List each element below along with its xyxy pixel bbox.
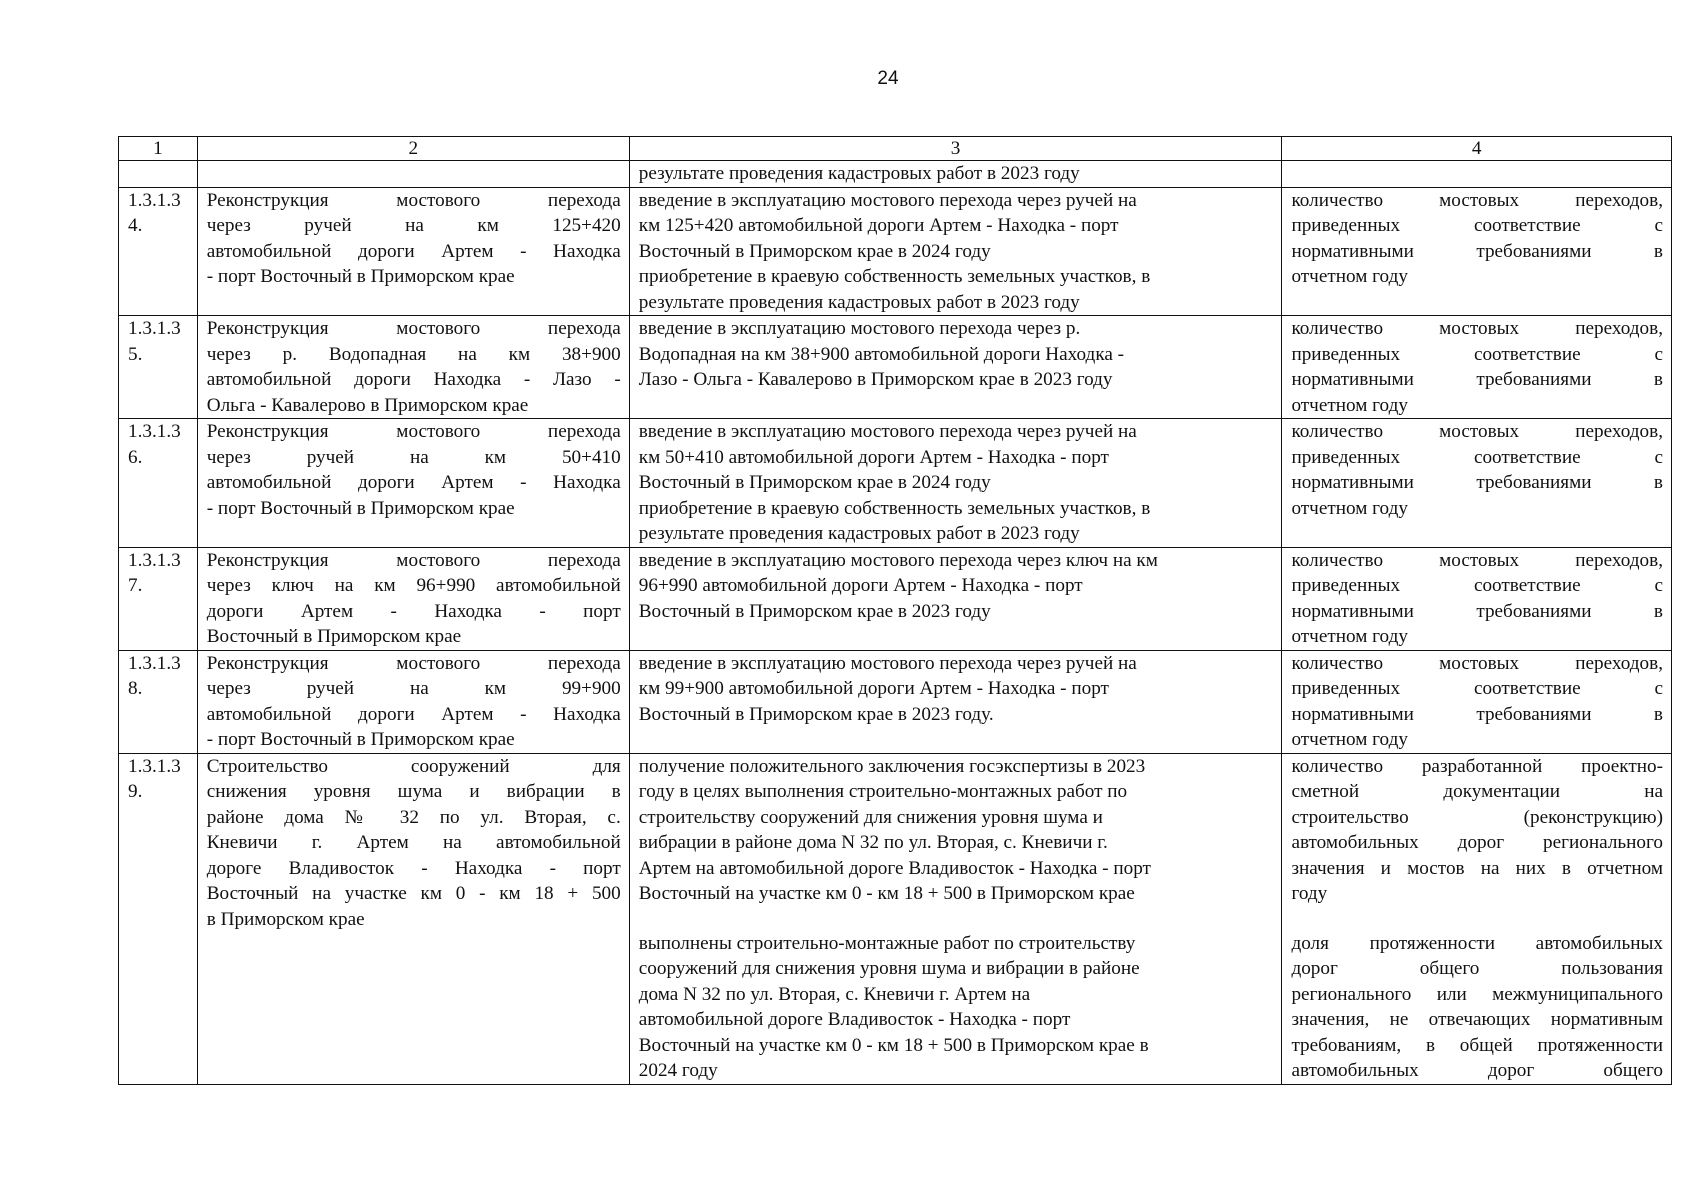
cell-name (197, 187, 629, 316)
text-line: Реконструкция мостового перехода (206, 189, 621, 211)
text-line: году (1291, 883, 1328, 904)
text-line: Реконструкция мостового перехода (206, 652, 621, 674)
text-line: автомобильных дорог регионального (1291, 832, 1663, 853)
text-line: - порт Восточный в Приморском крае (206, 266, 515, 287)
text-line: значения, не отвечающих нормативным (1291, 1009, 1663, 1030)
text-line: Восточный в Приморском крае в 2023 году (638, 600, 991, 622)
text-line: 1.3.1.3 (128, 421, 181, 442)
cell-indicator (1282, 753, 1672, 1084)
cell-indicator (1282, 547, 1672, 650)
cell-result (629, 187, 1282, 316)
text-line: количество разработанной проектно- (1291, 755, 1663, 777)
column-header-2: 2 (197, 137, 629, 161)
text-line: приобретение в краевую собственность земельных участков, в (638, 497, 1151, 519)
text-line: сооружений для снижения уровня шума и вибрации в районе (638, 958, 1140, 979)
table-row (119, 187, 1672, 316)
text-line: автомобильной дороги Артем - Находка (206, 703, 621, 725)
text-line: введение в эксплуатацию мостового перехода через р. (638, 318, 1081, 339)
text-line: 1.3.1.3 (128, 755, 181, 777)
column-header-1: 1 (119, 137, 198, 161)
text-line: нормативными требованиями в (1291, 703, 1663, 725)
text-line: введение в эксплуатацию мостового перехода через ключ на км (638, 549, 1158, 571)
text-line: отчетном году (1291, 497, 1408, 519)
text-line: строительству сооружений для снижения уровня шума и (638, 806, 1103, 828)
cell-result (629, 316, 1282, 419)
text-line: км 50+410 автомобильной дороги Артем - Находка - порт (638, 446, 1109, 468)
text-line: Лазо - Ольга - Кавалерово в Приморском крае в 2023 году (638, 369, 1113, 390)
text-line: приведенных соответствие с (1291, 343, 1663, 365)
text-line: 4. (128, 215, 143, 236)
table-body (119, 161, 1672, 1085)
cell-num (119, 753, 198, 1084)
text-line: 8. (128, 678, 143, 699)
text-line: Восточный на участке км 0 - км 18 + 500 в Приморском крае в (638, 1034, 1149, 1056)
text-line: введение в эксплуатацию мостового перехода через ручей на (638, 421, 1137, 442)
text-line: в Приморском крае (206, 908, 365, 930)
text-line: 6. (128, 446, 143, 468)
column-header-4: 4 (1282, 137, 1672, 161)
cell-num (119, 161, 198, 188)
text-line: Восточный в Приморском крае в 2024 году (638, 240, 991, 262)
text-line: Артем на автомобильной дороге Владивосток - Находка - порт (638, 857, 1151, 879)
text-line: автомобильной дороги Артем - Находка (206, 240, 621, 262)
text-line: отчетном году (1291, 266, 1408, 287)
text-line: результате проведения кадастровых работ в 2023 году (638, 291, 1080, 313)
text-line: строительство (реконструкцию) (1291, 806, 1663, 828)
text-line: результате проведения кадастровых работ в 2023 году (638, 523, 1080, 544)
cell-result (629, 419, 1282, 548)
text-line: количество мостовых переходов, (1291, 421, 1663, 442)
text-line: Реконструкция мостового перехода (206, 421, 621, 442)
text-line: дороге Владивосток - Находка - порт (206, 857, 621, 879)
text-line: через ключ на км 96+990 автомобильной (206, 575, 621, 596)
text-line: 96+990 автомобильной дороги Артем - Находка - порт (638, 575, 1083, 596)
text-line: введение в эксплуатацию мостового перехода через ручей на (638, 189, 1137, 211)
text-line: получение положительного заключения госэкспертизы в 2023 (638, 755, 1146, 777)
text-line: 5. (128, 343, 143, 365)
text-line: приведенных соответствие с (1291, 678, 1663, 699)
text-line: 9. (128, 781, 143, 802)
text-line: сметной документации на (1291, 781, 1663, 802)
text-line: отчетном году (1291, 626, 1408, 647)
text-line: дорог общего пользования (1291, 958, 1663, 979)
text-line: доля протяженности автомобильных (1291, 932, 1663, 954)
text-line: приведенных соответствие с (1291, 446, 1663, 468)
cell-result (629, 753, 1282, 1084)
text-line: 1.3.1.3 (128, 318, 181, 339)
page-number: 24 (877, 68, 899, 89)
text-line: нормативными требованиями в (1291, 240, 1663, 262)
cell-name (197, 316, 629, 419)
text-line: Восточный в Приморском крае в 2024 году (638, 472, 991, 493)
text-line: нормативными требованиями в (1291, 600, 1663, 622)
text-line: количество мостовых переходов, (1291, 189, 1663, 211)
text-line: 7. (128, 575, 143, 596)
cell-result: результате проведения кадастровых работ в 2023 году (629, 161, 1282, 188)
continuation-row (119, 161, 1672, 188)
cell-name (197, 650, 629, 753)
text-line: приведенных соответствие с (1291, 575, 1663, 596)
text-line: вибрации в районе дома N 32 по ул. Вторая, с. Кневичи г. (638, 832, 1108, 853)
cell-indicator (1282, 419, 1672, 548)
text-line: Реконструкция мостового перехода (206, 549, 621, 571)
table-row (119, 316, 1672, 419)
cell-num (119, 547, 198, 650)
cell-result (629, 547, 1282, 650)
text-line: районе дома № 32 по ул. Вторая, с. (206, 806, 621, 828)
measures-table (118, 136, 1672, 1085)
text-line: через ручей на км 125+420 (206, 215, 621, 236)
text-line: выполнены строительно-монтажные работ по строительству (638, 932, 1136, 954)
text-line: 1.3.1.3 (128, 652, 181, 674)
cell-result (629, 650, 1282, 753)
cell-indicator (1282, 187, 1672, 316)
text-line: снижения уровня шума и вибрации в (206, 781, 621, 802)
text-line: км 99+900 автомобильной дороги Артем - Находка - порт (638, 678, 1109, 699)
text-line: требованиям, в общей протяженности (1291, 1034, 1663, 1056)
text-line: - порт Восточный в Приморском крае (206, 729, 515, 750)
text-line: через ручей на км 99+900 (206, 678, 621, 699)
text-line: через ручей на км 50+410 (206, 446, 621, 468)
text-line: дороги Артем - Находка - порт (206, 600, 621, 622)
text-line: количество мостовых переходов, (1291, 318, 1663, 339)
text-line: нормативными требованиями в (1291, 472, 1663, 493)
text-line: через р. Водопадная на км 38+900 (206, 343, 621, 365)
text-line: км 125+420 автомобильной дороги Артем - Находка - порт (638, 215, 1119, 236)
cell-num (119, 316, 198, 419)
text-line: дома N 32 по ул. Вторая, с. Кневичи г. Артем на (638, 983, 1031, 1005)
text-line: отчетном году (1291, 394, 1408, 416)
table-row (119, 753, 1672, 1084)
text-line: значения и мостов на них в отчетном (1291, 857, 1663, 879)
text-line: отчетном году (1291, 729, 1408, 750)
text-line: Водопадная на км 38+900 автомобильной дороги Находка - (638, 343, 1125, 365)
text-line: автомобильной дороге Владивосток - Находка - порт (638, 1009, 1071, 1030)
cell-num (119, 187, 198, 316)
block-gap (639, 907, 1274, 931)
text-line: автомобильной дороги Находка - Лазо - (206, 369, 621, 390)
text-line: количество мостовых переходов, (1291, 549, 1663, 571)
text-line: Реконструкция мостового перехода (206, 318, 621, 339)
block-gap (1291, 907, 1663, 931)
cell-indicator (1282, 650, 1672, 753)
text-line: введение в эксплуатацию мостового перехода через ручей на (638, 652, 1137, 674)
cell-indicator (1282, 316, 1672, 419)
cell-name (197, 547, 629, 650)
text-line: - порт Восточный в Приморском крае (206, 497, 515, 519)
text-line: количество мостовых переходов, (1291, 652, 1663, 674)
text-line: Восточный в Приморском крае (206, 626, 462, 647)
text-line: регионального или межмуниципального (1291, 983, 1663, 1005)
table-header-row (119, 137, 1672, 161)
text-line: году в целях выполнения строительно-монтажных работ по (638, 781, 1128, 802)
text-line: автомобильных дорог общего (1291, 1060, 1663, 1081)
cell-name (197, 161, 629, 188)
column-header-3: 3 (629, 137, 1282, 161)
text-line: приведенных соответствие с (1291, 215, 1663, 236)
text-line: нормативными требованиями в (1291, 369, 1663, 390)
text-line: 1.3.1.3 (128, 189, 181, 211)
cell-num (119, 650, 198, 753)
cell-name (197, 753, 629, 1084)
table-row (119, 650, 1672, 753)
text-line: Восточный на участке км 0 - км 18 + 500 (206, 883, 621, 904)
cell-num (119, 419, 198, 548)
table-row (119, 547, 1672, 650)
text-line: Строительство сооружений для (206, 755, 621, 777)
text-line: Ольга - Кавалерово в Приморском крае (206, 394, 529, 416)
cell-indicator (1282, 161, 1672, 188)
text-line: Восточный на участке км 0 - км 18 + 500 в Приморском крае (638, 883, 1135, 904)
text-line: Кневичи г. Артем на автомобильной (206, 832, 621, 853)
table-row (119, 419, 1672, 548)
text-line: приобретение в краевую собственность земельных участков, в (638, 266, 1151, 287)
cell-name (197, 419, 629, 548)
text-line: 1.3.1.3 (128, 549, 181, 571)
text-line: автомобильной дороги Артем - Находка (206, 472, 621, 493)
text-line: 2024 году (638, 1060, 718, 1081)
text-line: Восточный в Приморском крае в 2023 году. (638, 703, 994, 725)
